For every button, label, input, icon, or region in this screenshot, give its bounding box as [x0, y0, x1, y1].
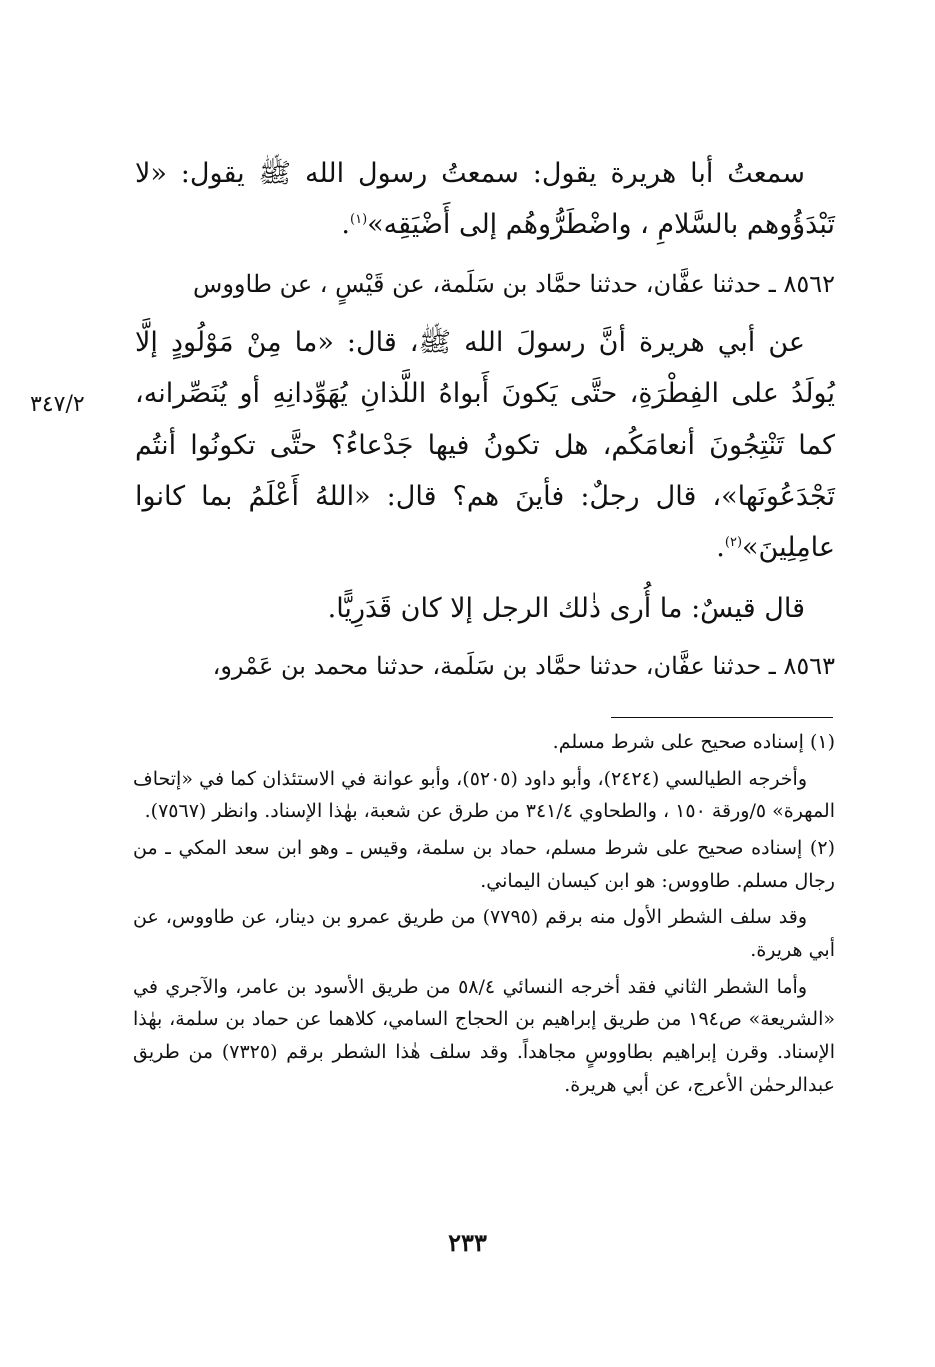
- footnote-2-part2: وأما الشطر الثاني فقد أخرجه النسائي ٥٨/٤ من طريق الأسود بن عامر، والآجري في «الشريعة» ص١٩٤ من طريق إبراهيم بن الحجاج السامي، كلاهما عن حماد بن سلمة، بهٰذا الإسناد. وقرن إبراهيم بطاووسٍ مجاهداً. وقد سلف هٰذا الشطر برقم (٧٣٢٥) من طريق عبدالرحمٰن الأعرج، عن أبي هريرة.: [133, 975, 835, 1096]
- hadith-8563-isnad: ٨٥٦٣ ـ حدثنا عفَّان، حدثنا حمَّاد بن سَلَمة، حدثنا محمد بن عَمْرو،: [212, 651, 835, 680]
- footnote-divider: [611, 717, 833, 718]
- hadith-continuation: [135, 148, 835, 251]
- footnote-2: (٢) إسناده صحيح على شرط مسلم، حماد بن سلمة، وقيس ـ وهو ابن سعد المكي ـ من رجال مسلم. طاووس: هو ابن كيسان اليماني.: [133, 837, 835, 892]
- sentence-end: .: [716, 532, 725, 564]
- hadith-text: سمعتُ أبا هريرة يقول: سمعتُ رسول الله ﷺ يقول: «لا تَبْدَؤُوهم بالسَّلامِ ، واضْطَرُّوهُم إلى أَضْيَقِه»: [135, 158, 835, 241]
- footnotes: [133, 726, 835, 1105]
- qais-remark: قال قيسٌ: ما أُرى ذٰلك الرجل إلا كان قَدَرِيًّا.: [327, 593, 805, 625]
- hadith-text: عن أبي هريرة أنَّ رسولَ الله ﷺ، قال: «ما مِنْ مَوْلُودٍ إلَّا يُولَدُ على الفِطْرَةِ، حتَّى يَكونَ أَبواهُ اللَّذانِ يُهَوِّدانِهِ أو يُنَصِّرانه، كما تَنْتِجُونَ أنعامَكُم، هل تكونُ فيها جَدْعاءُ؟ حتَّى تكونُوا أنتُم تَجْدَعُونَها»، قال رجلٌ: فأينَ هم؟ قال: «اللهُ أَعْلَمُ بما كانوا عامِلِينَ»: [135, 326, 835, 564]
- footnote-1: (١) إسناده صحيح على شرط مسلم.: [552, 731, 835, 753]
- sentence-end: .: [341, 209, 350, 241]
- main-text: [135, 148, 835, 699]
- hadith-8562-isnad: ٨٥٦٢ ـ حدثنا عفَّان، حدثنا حمَّاد بن سَلَمة، عن قَيْسٍ ، عن طاووس: [193, 269, 835, 298]
- page-number: ٢٣٣: [448, 1228, 487, 1257]
- footnote-ref-2: (٢): [724, 535, 743, 551]
- hadith-8562-text: [135, 317, 835, 573]
- margin-volume-page-ref: ٣٤٧/٢: [30, 392, 85, 417]
- footnote-2-part1: وقد سلف الشطر الأول منه برقم (٧٧٩٥) من طريق عمرو بن دينار، عن طاووس، عن أبي هريرة.: [133, 906, 835, 962]
- footnote-1-takhrij: وأخرجه الطيالسي (٢٤٢٤)، وأبو داود (٥٢٠٥)، وأبو عوانة في الاستئذان كما في «إتحاف المهرة» ٥/ورقة ١٥٠ ، والطحاوي ٣٤١/٤ من طرق عن شعبة، بهٰذا الإسناد. وانظر (٧٥٦٧).: [133, 767, 835, 823]
- footnote-ref-1: (١): [350, 212, 368, 228]
